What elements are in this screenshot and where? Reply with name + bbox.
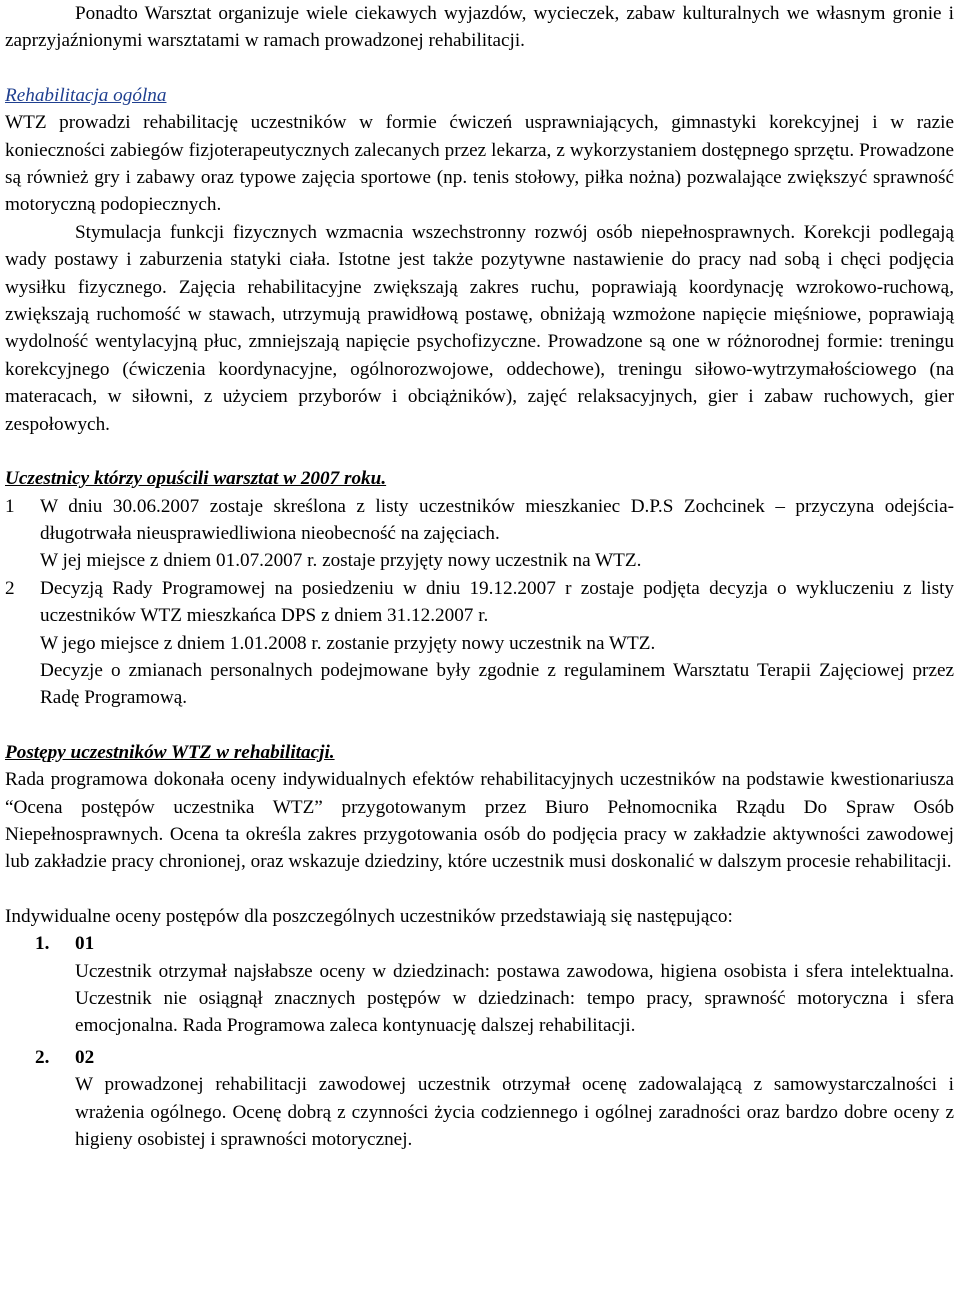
rehab-paragraph-1: WTZ prowadzi rehabilitację uczestników w formie ćwiczeń usprawniających, gimnastyki korekcyjnej i w razie konieczności zabiegów fizjoterapeutycznych zalecanych przez lekarza, z wykorzystaniem dostępnego sprzętu. Prowadzone są również gry i zabawy oraz typowe zajęcia sportowe (np. tenis stołowy, piłka nożna) pozwalające zwiększyć sprawność motoryczną podopiecznych. bbox=[5, 112, 954, 216]
progress-paragraph-1: Rada programowa dokonała oceny indywidualnych efektów rehabilitacyjnych uczestników na podstawie kwestionariusza “Ocena postępów uczestnika WTZ” przygotowanym przez Biuro Pełnomocnika Rządu Do Spraw Osób Niepełnosprawnych. Ocena ta określa zakres przygotowania osób do podjęcia pracy w zakładzie aktywności zawodowej lub zakładzie pracy chronionej, oraz wskazuje dziedziny, które uczestnik musi doskonalić w dalszym procesie rehabilitacji. bbox=[5, 769, 954, 873]
assessment-id: 02 bbox=[75, 1046, 95, 1068]
left-closing-paragraph: Decyzje o zmianach personalnych podejmowane były zgodnie z regulaminem Warsztatu Terapii Zajęciowej przez Radę Programową. bbox=[40, 659, 954, 709]
assessment-item-2-header bbox=[35, 1044, 954, 1071]
left-item-text: Decyzją Rady Programowej na posiedzeniu w dniu 19.12.2007 r zostaje podjęta decyzja o wykluczeniu z listy uczestników WTZ mieszkańca DPS z dniem 31.12.2007 r. bbox=[40, 577, 954, 627]
assessment-item-1-header bbox=[35, 930, 954, 957]
assessment-id: 01 bbox=[75, 933, 95, 955]
intro-paragraph: Ponadto Warsztat organizuje wiele ciekawych wyjazdów, wycieczek, zabaw kulturalnych we własnym gronie i zaprzyjaźnionymi warsztatami w ramach prowadzonej rehabilitacji. bbox=[5, 3, 954, 52]
assessment-item-2-text: W prowadzonej rehabilitacji zawodowej uczestnik otrzymał ocenę zadowalającą z samowystarczalności i wrażenia ogólnego. Ocenę dobrą z czynności życia codziennego i ogólnej zaradności oraz bardzo dobre oceny z higieny osobistej i sprawności motorycznej. bbox=[75, 1074, 954, 1151]
assessment-item-1-text: Uczestnik otrzymał najsłabsze oceny w dziedzinach: postawa zawodowa, higiena osobista i sfera intelektualna. Uczestnik nie osiągnął znacznych postępów w dziedzinach: tempo pracy, sprawność motoryczna i sfera emocjonalna. Rada Programowa zaleca kontynuację dalszej rehabilitacji. bbox=[75, 960, 954, 1037]
left-item-subtext: W jej miejsce z dniem 01.07.2007 r. zostaje przyjęty nowy uczestnik na WTZ. bbox=[40, 550, 642, 572]
progress-paragraph-2: Indywidualne oceny postępów dla poszczególnych uczestników przedstawiają się następująco: bbox=[5, 905, 733, 927]
left-item-number: 2 bbox=[5, 577, 15, 599]
left-item-subtext: W jego miejsce z dniem 1.01.2008 r. zostanie przyjęty nowy uczestnik na WTZ. bbox=[40, 632, 656, 654]
left-item-2 bbox=[5, 575, 954, 657]
left-item-number: 1 bbox=[5, 495, 15, 517]
assessment-number: 1. bbox=[35, 933, 50, 955]
assessment-number: 2. bbox=[35, 1046, 50, 1068]
left-item-1 bbox=[5, 493, 954, 575]
rehab-heading: Rehabilitacja ogólna bbox=[5, 84, 167, 106]
assessment-list bbox=[5, 930, 954, 1153]
rehab-paragraph-2: Stymulacja funkcji fizycznych wzmacnia wszechstronny rozwój osób niepełnosprawnych. Korekcji podlegają wady postawy i zaburzenia statyki ciała. Istotne jest także pozytywne nastawienie do pracy nad sobą i chęci podjęcia wysiłku fizycznego. Zajęcia rehabilitacyjne zwiększają zakres ruchu, poprawiają koordynację wzrokowo-ruchową, zwiększają ruchomość w stawach, utrzymują prawidłową postawę, obniżają wzmożone napięcie mięśniowe, poprawiają wydolność wentylacyjną płuc, zmniejszają napięcie psychofizyczne. Prowadzone są one w różnorodnej formie: treningu korekcyjnego (ćwiczenia koordynacyjne, ogólnorozwojowe, oddechowe), treningu siłowo-wytrzymałościowego (na materacach, w siłowni, z użyciem przyborów i obciążników), zajęć relaksacyjnych, gier i zabaw ruchowych, gier zespołowych. bbox=[5, 221, 954, 435]
progress-heading: Postępy uczestników WTZ w rehabilitacji. bbox=[5, 741, 335, 763]
left-item-text: W dniu 30.06.2007 zostaje skreślona z listy uczestników mieszkaniec D.P.S Zochcinek – przyczyna odejścia- długotrwała nieusprawiedliwiona nieobecność na zajęciach. bbox=[40, 495, 954, 544]
left-participants-heading: Uczestnicy którzy opuścili warsztat w 2007 roku. bbox=[5, 468, 387, 490]
